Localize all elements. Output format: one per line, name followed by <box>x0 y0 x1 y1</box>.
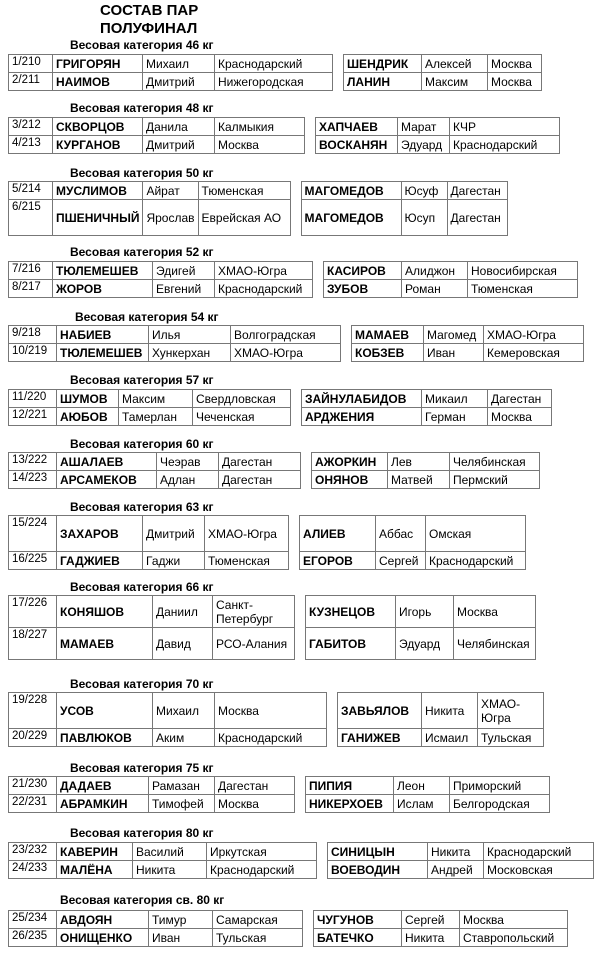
athlete2-surname: БАТЕЧКО <box>314 929 402 947</box>
pair-number: 13/222 <box>9 453 57 471</box>
pair-row <box>9 73 542 91</box>
athlete1-surname: МАМАЕВ <box>57 628 153 660</box>
athlete2-name: Леон <box>394 777 450 795</box>
athlete1-region: РСО-Алания <box>213 628 295 660</box>
column-spacer <box>295 628 306 660</box>
pairs-table <box>8 325 584 362</box>
athlete2-surname: НИКЕРХОЕВ <box>306 795 394 813</box>
athlete2-surname: КОБЗЕВ <box>352 344 424 362</box>
pair-number: 1/210 <box>9 55 53 73</box>
athlete2-name: Исмаил <box>422 729 478 747</box>
athlete2-name: Эдуард <box>396 628 454 660</box>
athlete2-name: Лев <box>388 453 450 471</box>
column-spacer <box>289 552 300 570</box>
athlete1-region: Дагестан <box>219 471 301 489</box>
athlete1-name: Даниил <box>153 596 213 628</box>
athlete2-surname: ГАБИТОВ <box>306 628 396 660</box>
column-spacer <box>341 344 352 362</box>
athlete1-name: Тамерлан <box>119 408 193 426</box>
pairs-table <box>8 181 508 236</box>
athlete1-region: Иркутская <box>207 843 317 861</box>
pair-number: 11/220 <box>9 390 57 408</box>
athlete2-surname: ЛАНИН <box>344 73 422 91</box>
athlete2-region: Омская <box>426 516 526 552</box>
athlete1-name: Михаил <box>143 55 215 73</box>
pair-row <box>9 929 568 947</box>
athlete1-region: Тульская <box>213 929 303 947</box>
athlete2-surname: АЖОРКИН <box>312 453 388 471</box>
athlete1-region: Москва <box>215 693 327 729</box>
pair-number: 7/216 <box>9 262 53 280</box>
pair-number: 14/223 <box>9 471 57 489</box>
column-spacer <box>301 471 312 489</box>
athlete2-name: Ислам <box>394 795 450 813</box>
athlete1-region: ХМАО-Югра <box>205 516 289 552</box>
athlete1-region: Москва <box>215 136 305 154</box>
pair-row <box>9 795 550 813</box>
athlete1-region: Краснодарский <box>215 55 333 73</box>
weight-category-heading: Весовая категория 70 кг <box>70 677 214 691</box>
athlete2-surname: КУЗНЕЦОВ <box>306 596 396 628</box>
athlete2-region: Тульская <box>478 729 544 747</box>
athlete2-name: Игорь <box>396 596 454 628</box>
athlete1-surname: АВДОЯН <box>57 911 149 929</box>
athlete2-surname: ВОЕВОДИН <box>328 861 428 879</box>
athlete2-surname: МАГОМЕДОВ <box>301 200 401 236</box>
athlete2-name: Герман <box>422 408 488 426</box>
pair-row <box>9 118 560 136</box>
athlete2-surname: ЕГОРОВ <box>300 552 376 570</box>
athlete1-name: Ярослав <box>143 200 198 236</box>
athlete2-region: Ставропольский <box>460 929 568 947</box>
weight-category-heading: Весовая категория 60 кг <box>70 437 214 451</box>
pair-number: 26/235 <box>9 929 57 947</box>
pair-row <box>9 136 560 154</box>
pair-number: 15/224 <box>9 516 57 552</box>
athlete2-name: Сергей <box>376 552 426 570</box>
athlete1-region: Калмыкия <box>215 118 305 136</box>
athlete1-name: Никита <box>133 861 207 879</box>
athlete1-surname: КОНЯШОВ <box>57 596 153 628</box>
athlete2-surname: КАСИРОВ <box>324 262 402 280</box>
athlete2-region: Дагестан <box>447 200 507 236</box>
column-spacer <box>327 693 338 729</box>
athlete2-surname: МАГОМЕДОВ <box>301 182 401 200</box>
athlete1-region: Самарская <box>213 911 303 929</box>
athlete1-surname: ТЮЛЕМЕШЕВ <box>53 262 153 280</box>
pair-row <box>9 326 584 344</box>
pair-number: 19/228 <box>9 693 57 729</box>
athlete2-region: Краснодарский <box>450 136 560 154</box>
athlete2-name: Никита <box>402 929 460 947</box>
athlete1-region: Дагестан <box>215 777 295 795</box>
athlete2-name: Аббас <box>376 516 426 552</box>
pair-row <box>9 693 544 729</box>
athlete1-name: Илья <box>149 326 231 344</box>
athlete2-surname: ЗУБОВ <box>324 280 402 298</box>
column-spacer <box>301 453 312 471</box>
athlete1-name: Чеэрав <box>157 453 219 471</box>
athlete2-name: Андрей <box>428 861 484 879</box>
pair-number: 6/215 <box>9 200 53 236</box>
athlete1-surname: АЮБОВ <box>57 408 119 426</box>
pairs-table <box>8 452 540 489</box>
athlete2-region: Москва <box>488 408 552 426</box>
athlete1-name: Рамазан <box>149 777 215 795</box>
pair-number: 5/214 <box>9 182 53 200</box>
athlete2-surname: ВОСКАНЯН <box>316 136 398 154</box>
athlete2-name: Марат <box>398 118 450 136</box>
pair-row <box>9 777 550 795</box>
athlete1-name: Тимофей <box>149 795 215 813</box>
pair-row <box>9 408 552 426</box>
athlete1-surname: НАИМОВ <box>53 73 143 91</box>
pairs-table <box>8 117 560 154</box>
pairs-table <box>8 595 536 660</box>
athlete1-surname: ГАДЖИЕВ <box>57 552 143 570</box>
pair-number: 25/234 <box>9 911 57 929</box>
athlete1-region: Краснодарский <box>215 729 327 747</box>
weight-category-heading: Весовая категория 75 кг <box>70 761 214 775</box>
athlete2-region: Москва <box>454 596 536 628</box>
athlete2-name: Никита <box>422 693 478 729</box>
athlete1-region: ХМАО-Югра <box>215 262 313 280</box>
pair-row <box>9 453 540 471</box>
athlete2-name: Иван <box>424 344 484 362</box>
athlete1-region: Дагестан <box>219 453 301 471</box>
column-spacer <box>295 777 306 795</box>
title-line-2: ПОЛУФИНАЛ <box>100 20 198 37</box>
athlete2-region: Дагестан <box>488 390 552 408</box>
athlete1-surname: АБРАМКИН <box>57 795 149 813</box>
athlete1-name: Данила <box>143 118 215 136</box>
athlete2-surname: ОНЯНОВ <box>312 471 388 489</box>
pair-number: 8/217 <box>9 280 53 298</box>
column-spacer <box>317 861 328 879</box>
athlete2-surname: ЧУГУНОВ <box>314 911 402 929</box>
athlete2-surname: АРДЖЕНИЯ <box>302 408 422 426</box>
athlete2-name: Юсуп <box>401 200 447 236</box>
weight-category-heading: Весовая категория 48 кг <box>70 101 214 115</box>
athlete1-surname: ДАДАЕВ <box>57 777 149 795</box>
pair-number: 22/231 <box>9 795 57 813</box>
pairs-table <box>8 692 544 747</box>
athlete1-surname: ЗАХАРОВ <box>57 516 143 552</box>
pair-row <box>9 843 594 861</box>
athlete1-surname: ГРИГОРЯН <box>53 55 143 73</box>
athlete1-region: Тюменская <box>198 182 290 200</box>
athlete2-region: Краснодарский <box>426 552 526 570</box>
document-title <box>100 2 198 38</box>
athlete1-name: Адлан <box>157 471 219 489</box>
athlete2-name: Максим <box>422 73 488 91</box>
column-spacer <box>291 390 302 408</box>
athlete1-name: Дмитрий <box>143 516 205 552</box>
athlete1-surname: МУСЛИМОВ <box>53 182 143 200</box>
athlete1-name: Давид <box>153 628 213 660</box>
athlete2-name: Роман <box>402 280 468 298</box>
pair-row <box>9 182 508 200</box>
column-spacer <box>327 729 338 747</box>
athlete1-name: Хункерхан <box>149 344 231 362</box>
athlete2-name: Алексей <box>422 55 488 73</box>
athlete1-region: Еврейская АО <box>198 200 290 236</box>
pair-row <box>9 861 594 879</box>
weight-category-heading: Весовая категория 46 кг <box>70 38 214 52</box>
athlete1-name: Аким <box>153 729 215 747</box>
athlete1-surname: КУРГАНОВ <box>53 136 143 154</box>
athlete1-region: Волгоградская <box>231 326 341 344</box>
pair-row <box>9 471 540 489</box>
pair-row <box>9 729 544 747</box>
column-spacer <box>305 118 316 136</box>
athlete1-region: Санкт-Петербург <box>213 596 295 628</box>
athlete2-surname: ГАНИЖЕВ <box>338 729 422 747</box>
athlete1-name: Дмитрий <box>143 73 215 91</box>
weight-category-heading: Весовая категория 52 кг <box>70 245 214 259</box>
athlete2-region: Челябинская <box>454 628 536 660</box>
athlete2-region: КЧР <box>450 118 560 136</box>
column-spacer <box>290 200 301 236</box>
pair-number: 18/227 <box>9 628 57 660</box>
weight-category-heading: Весовая категория 80 кг <box>70 826 214 840</box>
athlete1-surname: ОНИЩЕНКО <box>57 929 149 947</box>
athlete1-name: Иван <box>149 929 213 947</box>
pair-row <box>9 55 542 73</box>
pairs-table <box>8 389 552 426</box>
athlete1-region: Свердловская <box>193 390 291 408</box>
athlete2-name: Микаил <box>422 390 488 408</box>
athlete1-region: Москва <box>215 795 295 813</box>
pair-number: 3/212 <box>9 118 53 136</box>
athlete2-name: Матвей <box>388 471 450 489</box>
athlete2-region: Пермский <box>450 471 540 489</box>
pair-number: 17/226 <box>9 596 57 628</box>
athlete2-region: ХМАО-Югра <box>484 326 584 344</box>
athlete2-region: Челябинская <box>450 453 540 471</box>
athlete1-name: Максим <box>119 390 193 408</box>
athlete2-surname: ЗАВЬЯЛОВ <box>338 693 422 729</box>
athlete2-name: Никита <box>428 843 484 861</box>
weight-category-heading: Весовая категория 57 кг <box>70 373 214 387</box>
pairs-table <box>8 261 578 298</box>
athlete2-region: Москва <box>460 911 568 929</box>
athlete1-surname: УСОВ <box>57 693 153 729</box>
athlete2-region: Москва <box>488 73 542 91</box>
column-spacer <box>290 182 301 200</box>
column-spacer <box>317 843 328 861</box>
weight-category-heading: Весовая категория св. 80 кг <box>60 893 225 907</box>
athlete1-region: Тюменская <box>205 552 289 570</box>
athlete2-name: Юсуф <box>401 182 447 200</box>
athlete1-name: Михаил <box>153 693 215 729</box>
athlete1-region: Краснодарский <box>207 861 317 879</box>
athlete2-region: ХМАО-Югра <box>478 693 544 729</box>
pairs-table <box>8 54 542 91</box>
athlete1-surname: СКВОРЦОВ <box>53 118 143 136</box>
pair-row <box>9 280 578 298</box>
column-spacer <box>305 136 316 154</box>
athlete2-region: Краснодарский <box>484 843 594 861</box>
athlete1-name: Гаджи <box>143 552 205 570</box>
athlete1-name: Евгений <box>153 280 215 298</box>
athlete2-region: Дагестан <box>447 182 507 200</box>
athlete1-name: Дмитрий <box>143 136 215 154</box>
pair-row <box>9 516 526 552</box>
athlete2-surname: АЛИЕВ <box>300 516 376 552</box>
weight-category-heading: Весовая категория 54 кг <box>75 310 219 324</box>
column-spacer <box>313 262 324 280</box>
pair-number: 9/218 <box>9 326 57 344</box>
column-spacer <box>313 280 324 298</box>
column-spacer <box>333 73 344 91</box>
pair-row <box>9 262 578 280</box>
athlete2-surname: ШЕНДРИК <box>344 55 422 73</box>
weight-category-heading: Весовая категория 66 кг <box>70 580 214 594</box>
athlete2-surname: ПИПИЯ <box>306 777 394 795</box>
pair-row <box>9 552 526 570</box>
athlete2-surname: ЗАЙНУЛАБИДОВ <box>302 390 422 408</box>
pair-number: 21/230 <box>9 777 57 795</box>
athlete1-name: Василий <box>133 843 207 861</box>
athlete2-region: Кемеровская <box>484 344 584 362</box>
athlete1-region: Нижегородская <box>215 73 333 91</box>
athlete1-surname: МАЛЁНА <box>57 861 133 879</box>
pair-row <box>9 596 536 628</box>
athlete1-surname: ШУМОВ <box>57 390 119 408</box>
pairs-table <box>8 776 550 813</box>
column-spacer <box>295 795 306 813</box>
pair-row <box>9 911 568 929</box>
athlete2-region: Белгородская <box>450 795 550 813</box>
athlete1-surname: ЖОРОВ <box>53 280 153 298</box>
column-spacer <box>295 596 306 628</box>
athlete1-surname: ТЮЛЕМЕШЕВ <box>57 344 149 362</box>
column-spacer <box>341 326 352 344</box>
athlete1-surname: КАВЕРИН <box>57 843 133 861</box>
athlete2-name: Сергей <box>402 911 460 929</box>
column-spacer <box>303 929 314 947</box>
athlete2-surname: СИНИЦЫН <box>328 843 428 861</box>
pair-number: 24/233 <box>9 861 57 879</box>
pair-number: 4/213 <box>9 136 53 154</box>
weight-category-heading: Весовая категория 63 кг <box>70 500 214 514</box>
athlete2-region: Тюменская <box>468 280 578 298</box>
athlete1-region: ХМАО-Югра <box>231 344 341 362</box>
athlete2-region: Москва <box>488 55 542 73</box>
title-line-1: СОСТАВ ПАР <box>100 2 199 19</box>
athlete2-region: Новосибирская <box>468 262 578 280</box>
athlete1-surname: АШАЛАЕВ <box>57 453 157 471</box>
athlete1-surname: ПАВЛЮКОВ <box>57 729 153 747</box>
pair-row <box>9 628 536 660</box>
pairs-table <box>8 515 526 570</box>
athlete2-name: Магомед <box>424 326 484 344</box>
athlete1-name: Эдигей <box>153 262 215 280</box>
athlete2-region: Приморский <box>450 777 550 795</box>
pair-number: 12/221 <box>9 408 57 426</box>
pair-row <box>9 390 552 408</box>
athlete2-surname: ХАПЧАЕВ <box>316 118 398 136</box>
athlete1-region: Краснодарский <box>215 280 313 298</box>
pair-number: 23/232 <box>9 843 57 861</box>
pair-number: 20/229 <box>9 729 57 747</box>
column-spacer <box>303 911 314 929</box>
column-spacer <box>333 55 344 73</box>
pair-row <box>9 200 508 236</box>
athlete1-surname: ПШЕНИЧНЫЙ <box>53 200 143 236</box>
pair-row <box>9 344 584 362</box>
pair-number: 16/225 <box>9 552 57 570</box>
athlete1-name: Айрат <box>143 182 198 200</box>
athlete2-surname: МАМАЕВ <box>352 326 424 344</box>
athlete1-region: Чеченская <box>193 408 291 426</box>
athlete2-region: Московская <box>484 861 594 879</box>
athlete2-name: Эдуард <box>398 136 450 154</box>
pairs-table <box>8 842 594 879</box>
athlete1-surname: АРСАМЕКОВ <box>57 471 157 489</box>
athlete1-surname: НАБИЕВ <box>57 326 149 344</box>
weight-category-heading: Весовая категория 50 кг <box>70 166 214 180</box>
column-spacer <box>289 516 300 552</box>
column-spacer <box>291 408 302 426</box>
pair-number: 2/211 <box>9 73 53 91</box>
pairs-table <box>8 910 568 947</box>
athlete1-name: Тимур <box>149 911 213 929</box>
athlete2-name: Алиджон <box>402 262 468 280</box>
pair-number: 10/219 <box>9 344 57 362</box>
